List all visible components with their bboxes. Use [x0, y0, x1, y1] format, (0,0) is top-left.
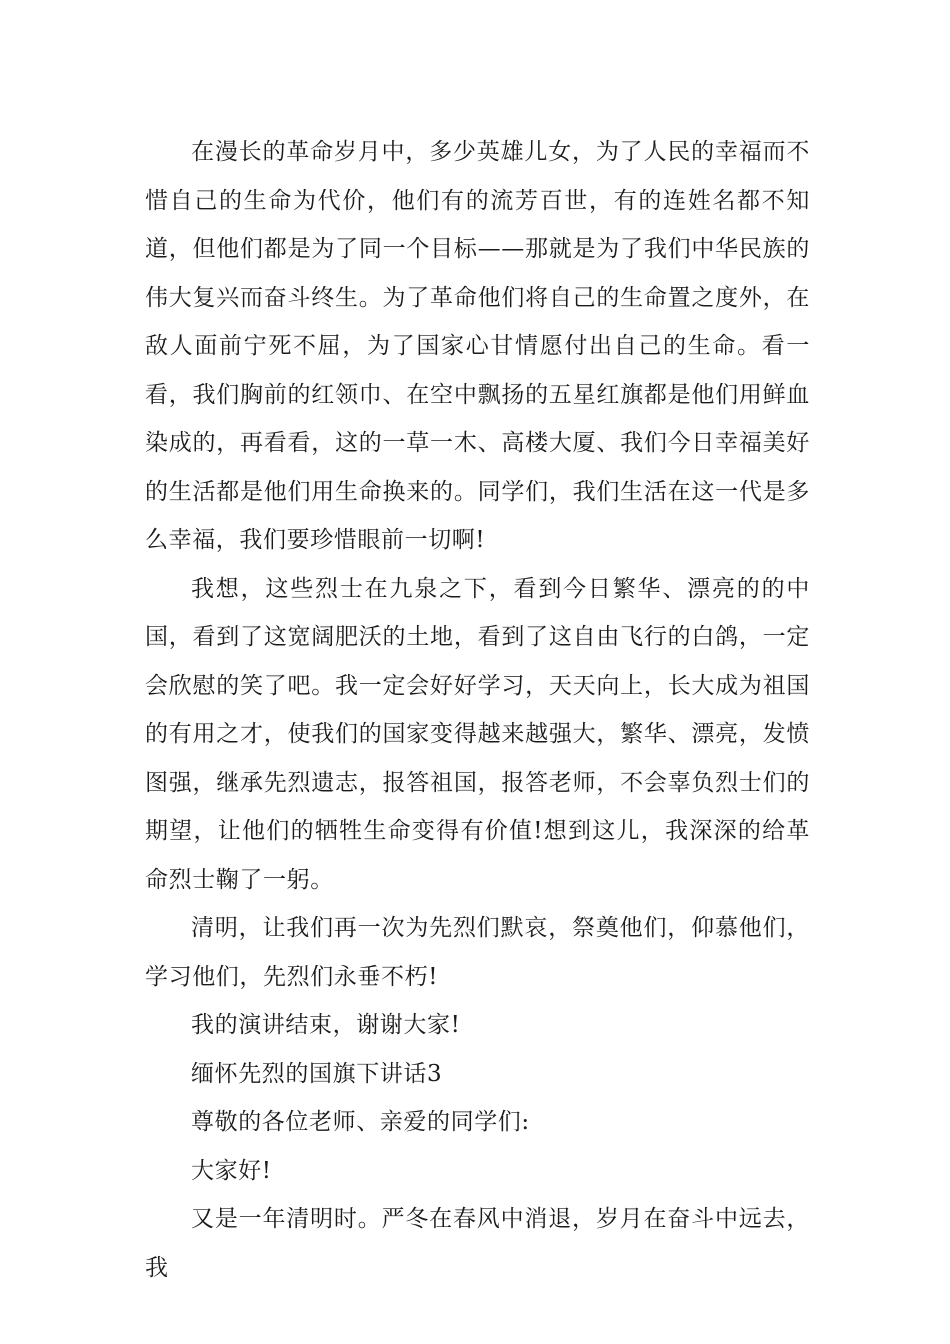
paragraph-qingming-tribute: 清明，让我们再一次为先烈们默哀，祭奠他们，仰慕他们，学习他们，先烈们永垂不朽!	[145, 915, 810, 990]
document-body	[145, 128, 810, 1292]
speech-salutation: 尊敬的各位老师、亲爱的同学们:	[191, 1109, 530, 1135]
paragraph-martyrs-reflection: 我想，这些烈士在九泉之下，看到今日繁华、漂亮的的中国，看到了这宽阔肥沃的土地，看到了这自由飞行的白鸽，一定会欣慰的笑了吧。我一定会好好学习，天天向上，长大成为祖国的有用之才，使我们的国家变得越来越强大，繁华、漂亮，发愤图强，继承先烈遗志，报答祖国，报答老师，不会辜负烈士们的期望，让他们的牺牲生命变得有价值!想到这儿，我深深的给革命烈士鞠了一躬。	[145, 575, 810, 893]
paragraph-speech-ending: 我的演讲结束，谢谢大家!	[191, 1012, 461, 1038]
speech-greeting: 大家好!	[191, 1157, 272, 1184]
speech-title: 缅怀先烈的国旗下讲话3	[191, 1060, 443, 1087]
paragraph-speech-opening: 又是一年清明时。严冬在春风中消退，岁月在奋斗中远去，我	[145, 1206, 810, 1281]
paragraph-martyrs-sacrifice: 在漫长的革命岁月中，多少英雄儿女，为了人民的幸福而不惜自己的生命为代价，他们有的流芳百世，有的连姓名都不知道，但他们都是为了同一个目标——那就是为了我们中华民族的伟大复兴而奋斗终生。为了革命他们将自己的生命置之度外，在敌人面前宁死不屈，为了国家心甘情愿付出自己的生命。看一看，我们胸前的红领巾、在空中飘扬的五星红旗都是他们用鲜血染成的，再看看，这的一草一木、高楼大厦、我们今日幸福美好的生活都是他们用生命换来的。同学们，我们生活在这一代是多么幸福，我们要珍惜眼前一切啊!	[145, 139, 810, 553]
